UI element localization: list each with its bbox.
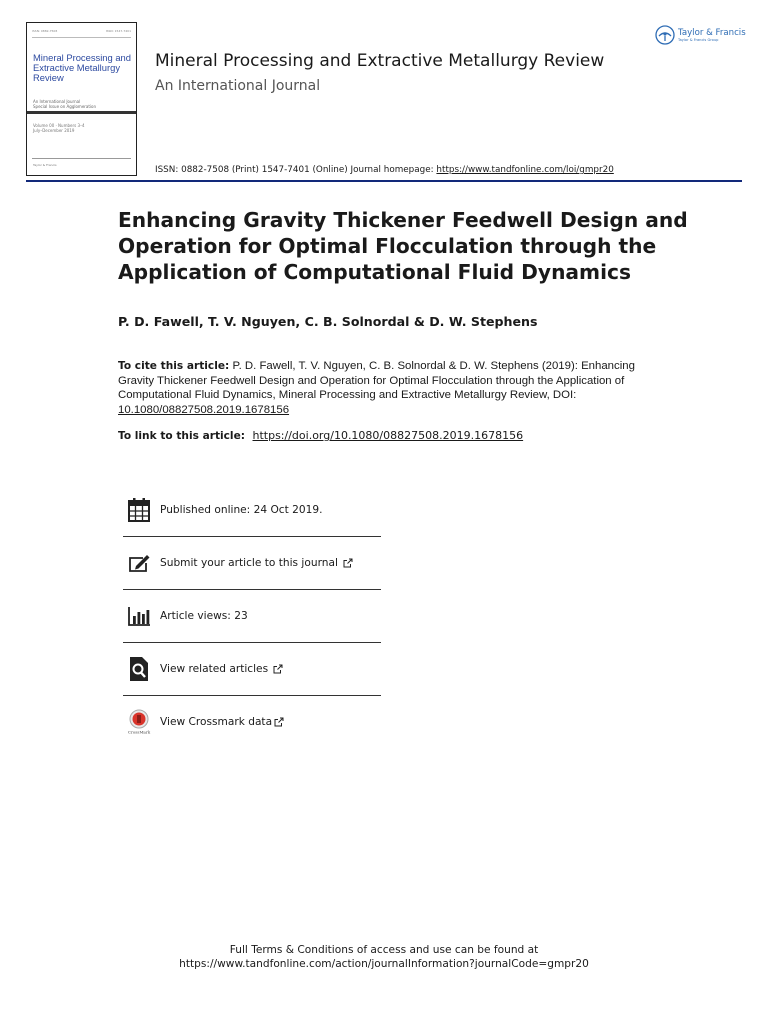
- publisher-name: Taylor & Francis: [678, 27, 746, 38]
- article-authors: P. D. Fawell, T. V. Nguyen, C. B. Solnordal & D. W. Stephens: [118, 314, 538, 329]
- footer: [0, 943, 768, 971]
- header-rule: [26, 180, 742, 182]
- calendar-icon: [127, 497, 151, 523]
- submit-article-label[interactable]: Submit your article to this journal: [160, 557, 338, 569]
- journal-cover: [26, 22, 137, 176]
- cover-issn-right: ISSN: 1547-7401: [105, 29, 131, 33]
- published-row: [123, 484, 381, 537]
- citation-label: To cite this article:: [118, 360, 230, 372]
- taylor-francis-logo-icon: [655, 25, 675, 45]
- edit-icon: [127, 550, 151, 576]
- footer-terms-link[interactable]: https://www.tandfonline.com/action/journalInformation?journalCode=gmpr20: [179, 958, 589, 970]
- related-articles-label[interactable]: View related articles: [160, 663, 269, 675]
- cover-top-rule: [32, 37, 131, 38]
- published-online-text: Published online: 24 Oct 2019.: [160, 504, 323, 516]
- crossmark-label[interactable]: View Crossmark data: [160, 716, 273, 728]
- article-info-list: [123, 484, 381, 748]
- issn-text: ISSN: 0882-7508 (Print) 1547-7401 (Online) Journal homepage:: [155, 165, 434, 175]
- bar-chart-icon: [127, 603, 151, 629]
- cover-title: Mineral Processing and Extractive Metallurgy Review: [33, 52, 131, 83]
- search-document-icon: [127, 656, 151, 682]
- issn-line: [155, 165, 614, 175]
- crossmark-badge-text: CrossMark: [127, 729, 151, 735]
- article-link-line: [118, 429, 523, 442]
- citation-text: P. D. Fawell, T. V. Nguyen, C. B. Solnordal & D. W. Stephens (2019): Enhancing Gravity Thickener Feedwell Design and Operation for Optimal Flocculation through the Application of Computational Fluid Dynamics, Mineral Processing and Extractive Metallurgy Review, DOI:: [118, 360, 635, 401]
- footer-terms-text: Full Terms & Conditions of access and use can be found at: [229, 944, 539, 956]
- journal-homepage-link[interactable]: https://www.tandfonline.com/loi/gmpr20: [436, 165, 614, 175]
- article-doi-link[interactable]: https://doi.org/10.1080/08827508.2019.1678156: [252, 429, 524, 442]
- cover-bar: [27, 111, 136, 114]
- cover-volume: Volume 00 · Numbers 3–4 July–December 2019: [33, 123, 85, 133]
- publisher-logo[interactable]: [655, 24, 746, 46]
- citation-doi-link[interactable]: 10.1080/08827508.2019.1678156: [118, 403, 290, 416]
- cover-bottom-rule: [32, 158, 131, 159]
- journal-subtitle: An International Journal: [155, 78, 321, 94]
- article-title: Enhancing Gravity Thickener Feedwell Design and Operation for Optimal Flocculation through the Application of Computational Fluid Dynamics: [118, 208, 688, 284]
- cover-issn-left: ISSN: 0882-7508: [32, 29, 58, 33]
- article-views-text: Article views: 23: [160, 610, 248, 622]
- related-articles-row[interactable]: [123, 643, 381, 696]
- article-views-row: [123, 590, 381, 643]
- crossmark-row[interactable]: [123, 696, 381, 748]
- external-link-icon: [274, 717, 284, 727]
- cover-subtitle: An International Journal Special Issue on Agglomeration: [33, 99, 97, 109]
- citation-block: [118, 359, 648, 417]
- submit-article-row[interactable]: [123, 537, 381, 590]
- external-link-icon: [343, 558, 353, 568]
- external-link-icon: [273, 664, 283, 674]
- crossmark-icon: [127, 709, 151, 735]
- link-label: To link to this article:: [118, 430, 245, 442]
- publisher-group: Taylor & Francis Group: [678, 37, 719, 42]
- journal-title: Mineral Processing and Extractive Metallurgy Review: [155, 51, 605, 71]
- cover-publisher-logo: Taylor & Francis: [33, 163, 57, 167]
